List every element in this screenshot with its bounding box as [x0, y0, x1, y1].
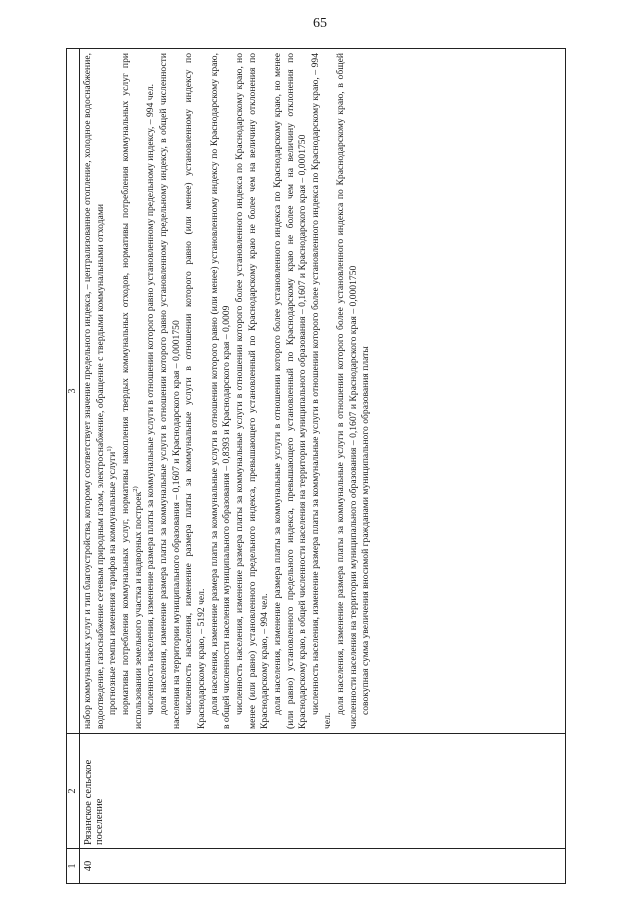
paragraph-text: доля населения, изменение размера платы за коммунальные услуги в отношении которого более установленного индекса по Краснодарскому краю, но менее (или равно) установленного предельного индекса, превышающего установленный по Краснодарскому краю не более чем на величину отклонения по Краснодарскому краю, в общей численности населения на территории муниципального образования – 0,1607 и Краснодарского края – 0,0001750: [271, 53, 309, 729]
content-paragraph: [183, 53, 208, 729]
footnote-marker: 2): [131, 486, 139, 492]
table-row: [80, 49, 566, 884]
paragraph-text: численность населения, изменение размера платы за коммунальные услуги в отношении которого равно (или менее) установленному индексу по Краснодарскому краю, – 5192 чел.: [183, 53, 207, 729]
col-header-1: 1: [67, 849, 80, 884]
row-number: 40: [80, 849, 566, 884]
paragraph-text: численность населения, изменение размера платы за коммунальные услуги в отношении которого более установленного индекса по Краснодарскому краю, но менее (или равно) установленного предельного индекса, превышающего установленный по Краснодарскому краю не более чем на величину отклонения по Краснодарскому краю, – 994 чел.: [233, 53, 271, 729]
row-content: [80, 49, 566, 734]
paragraph-text: прогнозные темпы изменения тарифов на коммунальные услуги: [107, 451, 119, 715]
settlement-name: Рязанское сельское поселение: [80, 734, 566, 849]
paragraph-text: доля населения, изменение размера платы за коммунальные услуги в отношении которого равно установленному предельному индексу, в общей численности населения на территории муниципального образования – 0,1607 и Краснодарского края – 0,0001750: [157, 53, 182, 729]
content-paragraph: [272, 53, 310, 729]
data-table: [66, 48, 566, 884]
paragraph-text: совокупная сумма увеличения вносимой гражданами муниципального образования платы: [360, 346, 372, 715]
paragraph-text: численность населения, изменение размера платы за коммунальные услуги в отношении которого равно установленному предельному индексу, – 994 чел.: [145, 83, 157, 715]
col-header-2: 2: [67, 734, 80, 849]
content-paragraph: [158, 53, 183, 729]
rotated-table-wrapper: [66, 48, 566, 884]
col-header-3: 3: [67, 49, 80, 734]
paragraph-text: доля населения, изменение размера платы за коммунальные услуги в отношении которого равно (или менее) установленному индексу по Краснодарскому краю, в общей численности населения муниципального образования – 0,8393 и Краснодарского края – 0,0009: [208, 53, 233, 729]
content-paragraph: [107, 53, 120, 729]
footnote-marker: 1): [106, 446, 114, 452]
paragraph-text: доля населения, изменение размера платы за коммунальные услуги в отношении которого более установленного индекса по Краснодарскому краю, в общей численности населения на территории муниципального образования – 0,1607 и Краснодарского края – 0,0001750: [335, 53, 359, 729]
content-paragraph: [335, 53, 360, 729]
content-paragraph: [120, 53, 145, 729]
page-number: 65: [313, 16, 327, 31]
content-paragraph: [234, 53, 272, 729]
content-paragraph: [360, 53, 373, 729]
content-paragraph: [209, 53, 234, 729]
header-row: [67, 49, 80, 884]
content-paragraph: [145, 53, 158, 729]
paragraph-text: численность населения, изменение размера платы за коммунальные услуги в отношении которого более установленного индекса по Краснодарскому краю, – 994 чел.: [309, 53, 334, 729]
paragraph-text: нормативы потребления коммунальных услуг, нормативы накопления твердых коммунальных отходов, нормативы потребления коммунальных услуг при использовании земельного участка и надворных построек: [119, 53, 144, 729]
content-paragraph: [310, 53, 335, 729]
rotated-page: [66, 48, 566, 884]
paragraph-text: набор коммунальных услуг и тип благоустройства, которому соответствует значение предельного индекса, – централизованное отопление, холодное водоснабжение, водоотведение, газоснабжение сетевым природным газом, электроснабжение, обращение с твердыми коммунальными отходами: [82, 53, 106, 729]
content-paragraph: [82, 53, 107, 729]
